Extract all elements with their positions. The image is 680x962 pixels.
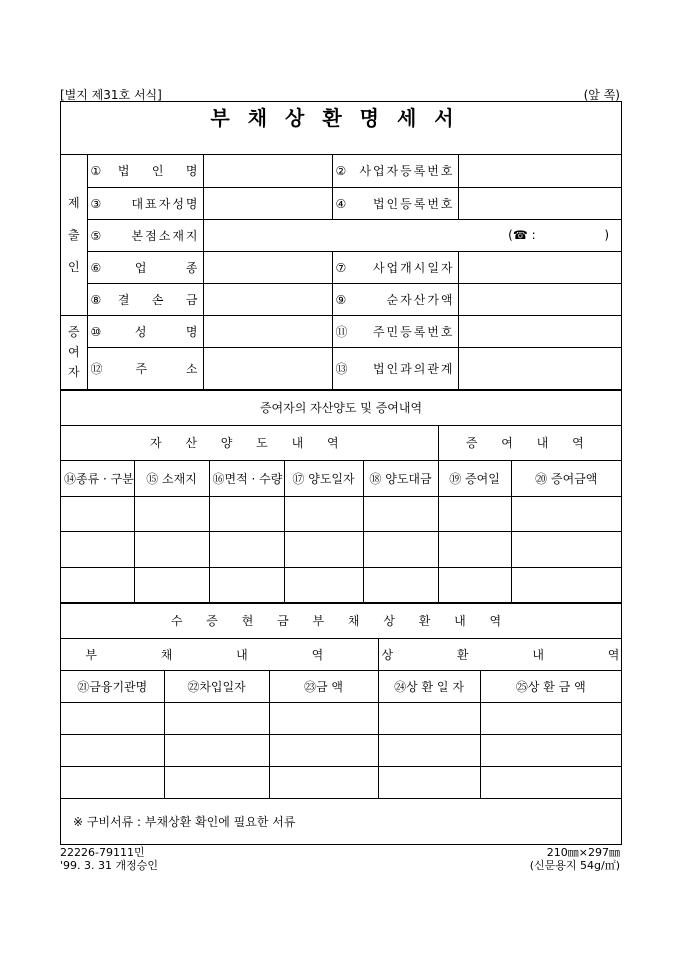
cell[interactable] (164, 702, 269, 734)
relation-field[interactable] (458, 347, 621, 389)
cell[interactable] (284, 496, 363, 531)
debt-columns (61, 670, 621, 702)
col-borrow-date: ㉒차입일자 (164, 670, 269, 702)
col-area: ⑯면적 · 수량 (209, 460, 284, 496)
start-date-field[interactable] (458, 251, 621, 283)
cell[interactable] (511, 531, 621, 567)
corp-reg-field[interactable] (458, 187, 621, 219)
applicant-table (61, 155, 621, 390)
donor-name-label: ⑩성 명 (87, 315, 203, 347)
page-side: (앞 쪽) (583, 88, 620, 102)
cell[interactable] (480, 766, 621, 798)
col-amount: ㉓금 액 (269, 670, 378, 702)
cell[interactable] (480, 734, 621, 766)
cell[interactable] (134, 531, 209, 567)
cell[interactable] (284, 531, 363, 567)
table-row (61, 567, 621, 602)
col-repay-amount: ㉕상 환 금 액 (480, 670, 621, 702)
cell[interactable] (61, 734, 164, 766)
col-transfer-price: ⑱ 양도대금 (363, 460, 438, 496)
cell[interactable] (284, 567, 363, 602)
cell[interactable] (61, 702, 164, 734)
cell[interactable] (378, 734, 480, 766)
cell[interactable] (363, 496, 438, 531)
cell[interactable] (269, 766, 378, 798)
cell[interactable] (61, 531, 134, 567)
hq-address-label: ⑤본점소재지 (87, 219, 203, 251)
donor-address-label: ⑫주 소 (87, 347, 203, 389)
cell[interactable] (511, 567, 621, 602)
industry-label: ⑥업 종 (87, 251, 203, 283)
business-reg-label: ②사업자등록번호 (332, 155, 458, 187)
corp-reg-label: ④법인등록번호 (332, 187, 458, 219)
donor-rrn-field[interactable] (458, 315, 621, 347)
cell[interactable] (480, 702, 621, 734)
table-row (61, 531, 621, 567)
cell[interactable] (61, 496, 134, 531)
form-title: 부채상환명세서 (61, 102, 621, 155)
gift-header: 증 여 내 역 (438, 425, 621, 460)
relation-label: ⑬법인과의관계 (332, 347, 458, 389)
corp-name-label: ①법 인 명 (87, 155, 203, 187)
cell[interactable] (269, 702, 378, 734)
asset-section-title: 증여자의 자산양도 및 증여내역 (61, 390, 621, 425)
deficit-field[interactable] (203, 283, 332, 315)
cell[interactable] (438, 496, 511, 531)
industry-field[interactable] (203, 251, 332, 283)
paper-type: (신문용지 54g/㎡) (529, 859, 620, 872)
table-row (61, 734, 621, 766)
required-docs-note: ※ 구비서류 : 부채상환 확인에 필요한 서류 (61, 798, 621, 844)
col-gift-date: ⑲ 증여일 (438, 460, 511, 496)
cell[interactable] (209, 567, 284, 602)
col-institution: ㉑금융기관명 (61, 670, 164, 702)
debt-header: 부 채 내 역 (61, 638, 378, 670)
col-repay-date: ㉔상 환 일 자 (378, 670, 480, 702)
asset-table (61, 390, 621, 603)
cell[interactable] (438, 567, 511, 602)
col-gift-amount: ⑳ 증여금액 (511, 460, 621, 496)
cell[interactable] (378, 766, 480, 798)
phone-field[interactable]: (☎ : ) (508, 228, 609, 242)
cell[interactable] (269, 734, 378, 766)
net-assets-field[interactable] (458, 283, 621, 315)
form-code: 22226-79111민 (60, 846, 145, 859)
cell[interactable] (363, 531, 438, 567)
asset-transfer-header: 자 산 양 도 내 역 (61, 425, 438, 460)
table-row (61, 766, 621, 798)
cell[interactable] (134, 496, 209, 531)
debt-section-title: 수 증 현 금 부 채 상 환 내 역 (61, 603, 621, 638)
table-row (61, 702, 621, 734)
cell[interactable] (164, 766, 269, 798)
approval-date: '99. 3. 31 개정승인 (60, 859, 159, 872)
cell[interactable] (61, 766, 164, 798)
cell[interactable] (438, 531, 511, 567)
cell[interactable] (134, 567, 209, 602)
form (60, 101, 650, 845)
ceo-name-label: ③대표자성명 (87, 187, 203, 219)
donor-name-field[interactable] (203, 315, 332, 347)
asset-columns (61, 460, 621, 496)
cell[interactable] (209, 496, 284, 531)
hq-address-field[interactable] (203, 219, 621, 251)
donor-rrn-label: ⑪주민등록번호 (332, 315, 458, 347)
cell[interactable] (164, 734, 269, 766)
cell[interactable] (363, 567, 438, 602)
corp-name-field[interactable] (203, 155, 332, 187)
table-row (61, 496, 621, 531)
cell[interactable] (61, 567, 134, 602)
cell[interactable] (511, 496, 621, 531)
donor-label: 증여자 (61, 315, 87, 389)
repayment-header: 상 환 내 역 (378, 638, 621, 670)
business-reg-field[interactable] (458, 155, 621, 187)
col-transfer-date: ⑰ 양도일자 (284, 460, 363, 496)
col-location: ⑮ 소재지 (134, 460, 209, 496)
debt-table (61, 603, 650, 844)
submitter-label: 제출인 (61, 155, 87, 315)
cell[interactable] (378, 702, 480, 734)
net-assets-label: ⑨순자산가액 (332, 283, 458, 315)
cell[interactable] (209, 531, 284, 567)
form-number: [별지 제31호 서식] (60, 88, 162, 102)
donor-address-field[interactable] (203, 347, 332, 389)
paper-size: 210㎜×297㎜ (546, 846, 620, 859)
col-type: ⑭종류 · 구분 (61, 460, 134, 496)
ceo-name-field[interactable] (203, 187, 332, 219)
start-date-label: ⑦사업개시일자 (332, 251, 458, 283)
deficit-label: ⑧결 손 금 (87, 283, 203, 315)
